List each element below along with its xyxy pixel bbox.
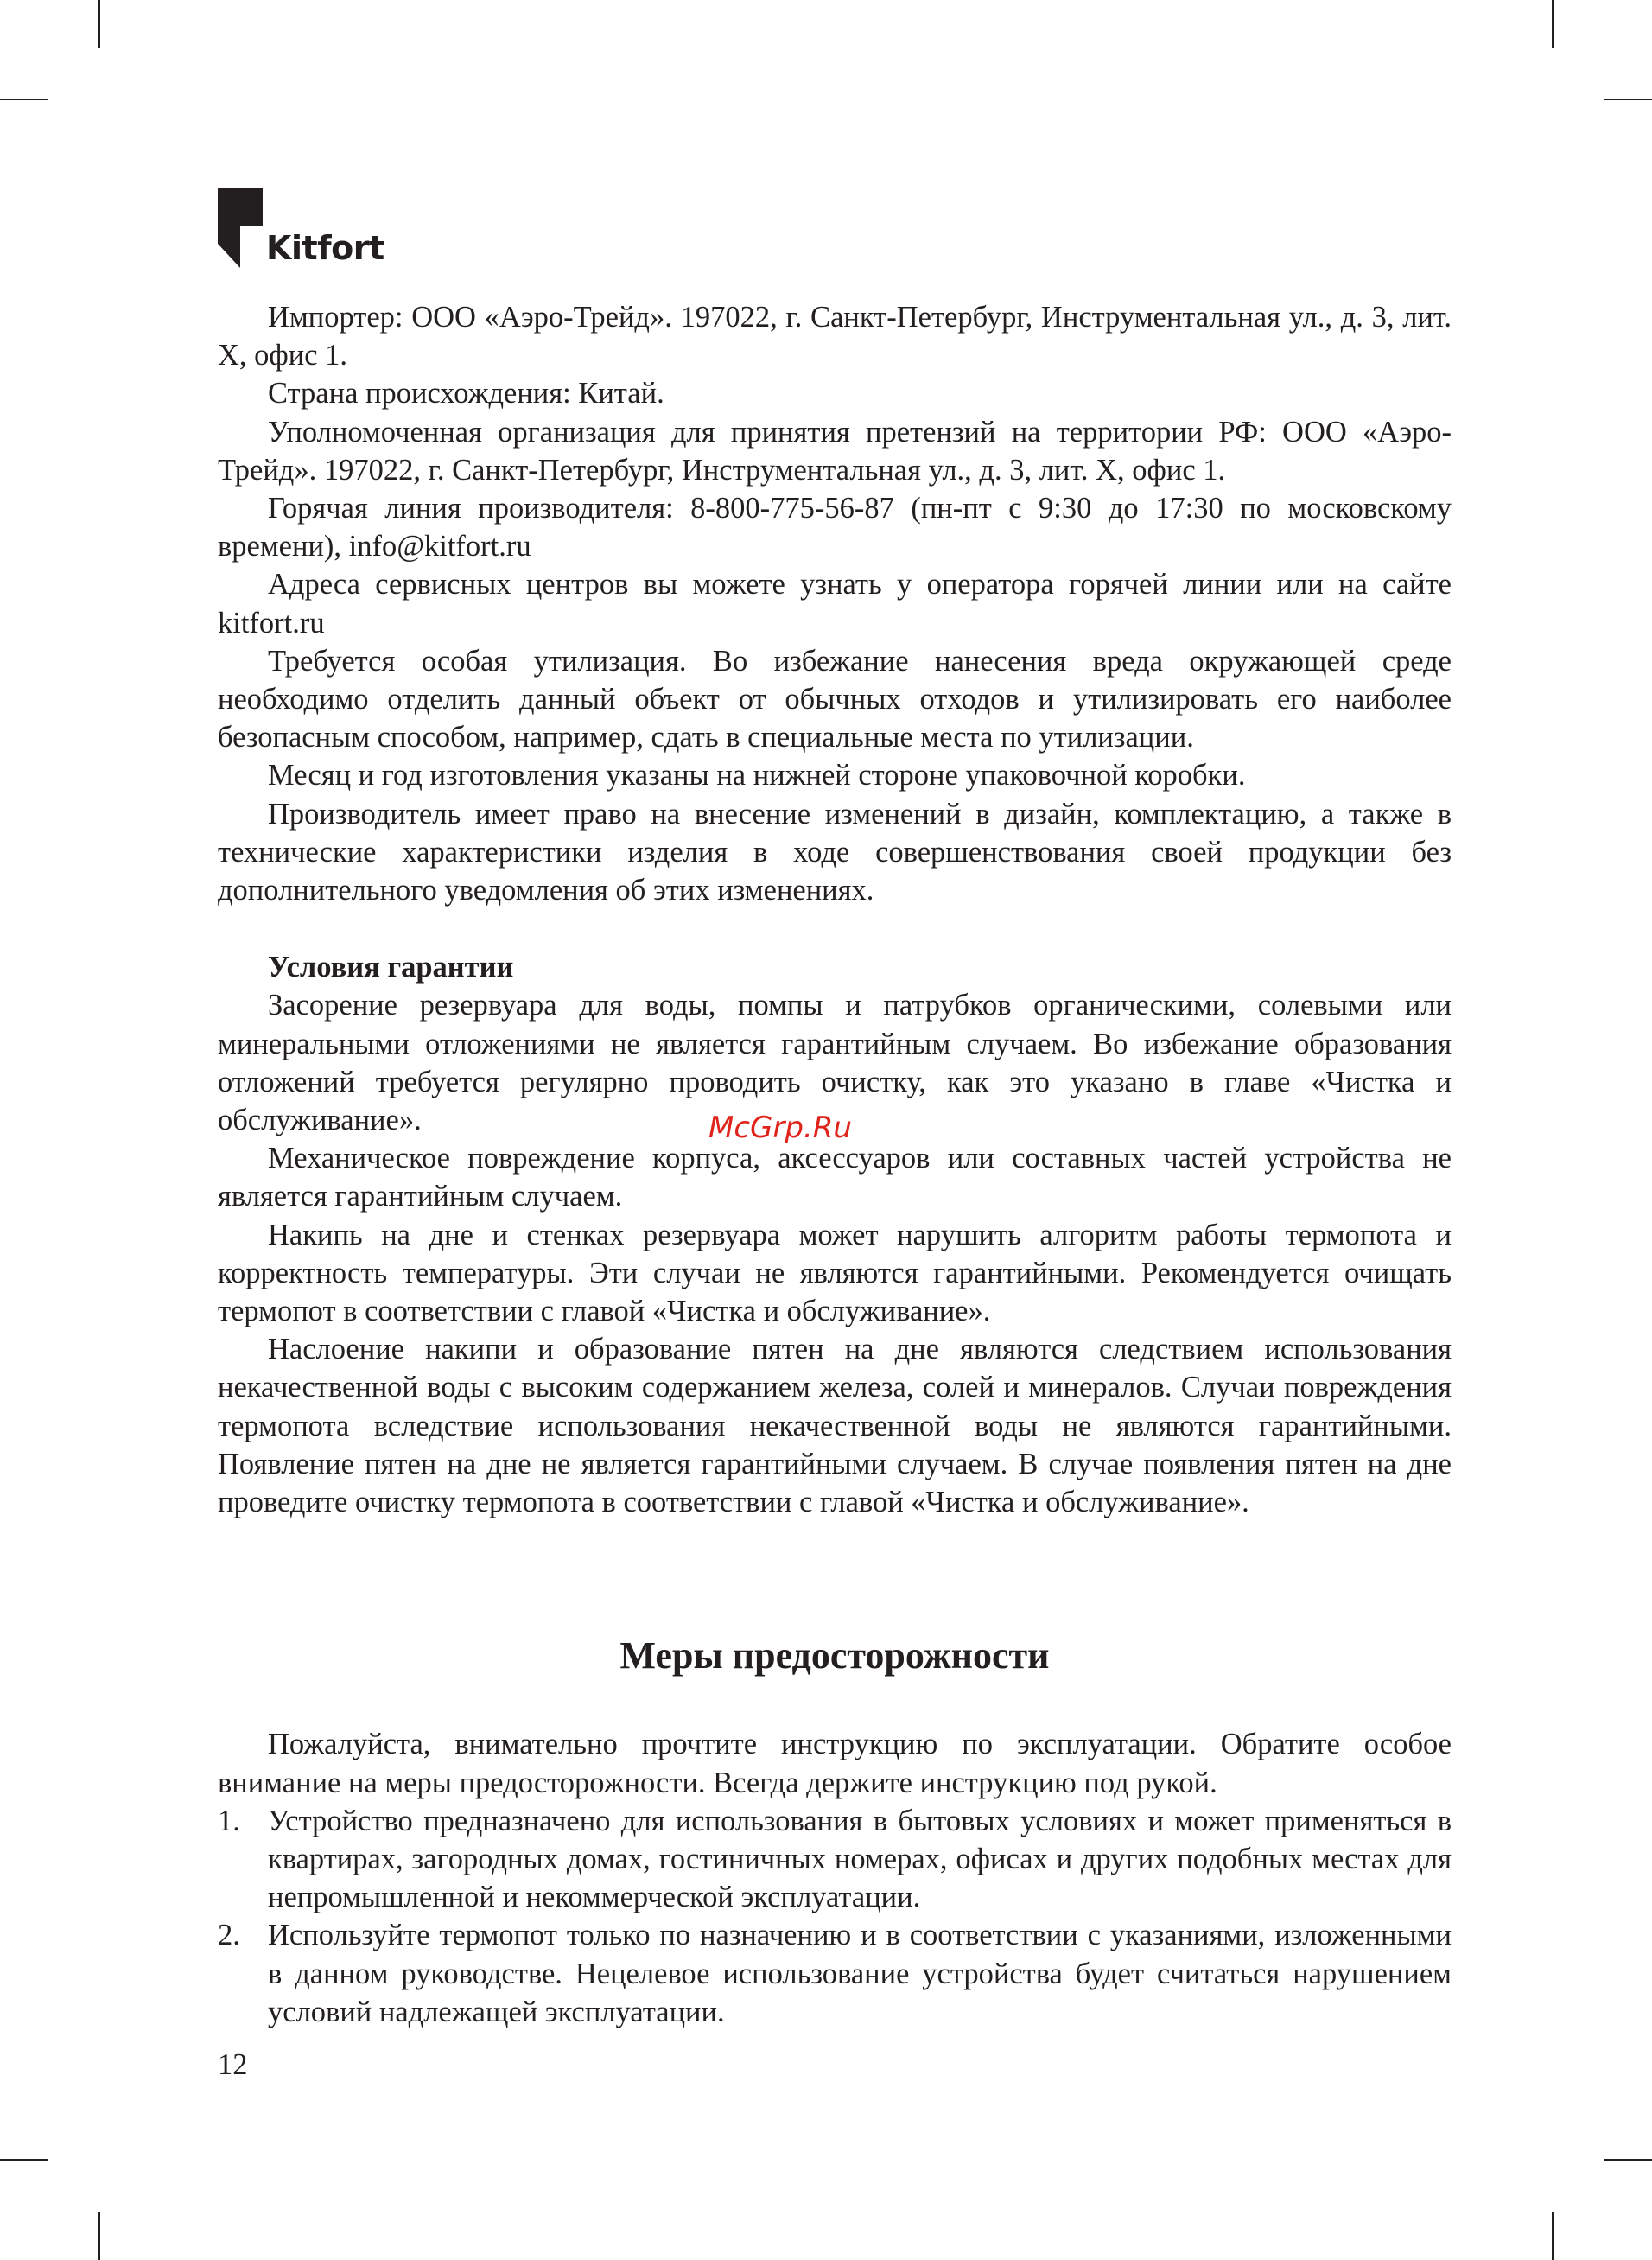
list-item-text: Используйте термопот только по назначению и в соответствии с указаниями, изложенными в данном руководстве. Нецелевое использование устройства будет считаться нарушением условий надлежащей эксплуатации. (268, 1919, 1452, 2028)
service-centers-paragraph: Адреса сервисных центров вы можете узнать у оператора горячей линии или на сайте kitfort.ru (218, 568, 1452, 640)
crop-mark (1604, 99, 1652, 100)
changes-paragraph: Производитель имеет право на внесение изменений в дизайн, комплектацию, а также в технические характеристики изделия в ходе совершенствования своей продукции без дополнительного уведомления об этих изменениях. (218, 797, 1452, 907)
origin-paragraph: Страна происхождения: Китай. (268, 377, 664, 411)
list-item (218, 1802, 1452, 1917)
manufacture-date-paragraph: Месяц и год изготовления указаны на нижней стороне упаковочной коробки. (268, 759, 1246, 793)
watermark: McGrp.Ru (708, 1111, 852, 1145)
kitfort-logo (218, 188, 391, 275)
warranty-paragraph: Засорение резервуара для воды, помпы и патрубков органическими, солевыми или минеральными отложениями не является гарантийным случаем. Во избежание образования отложений требуется регулярно проводить очистку, как это указано в главе «Чистка и обслуживание». (218, 989, 1452, 1137)
crop-mark (98, 0, 100, 48)
disposal-paragraph: Требуется особая утилизация. Во избежание нанесения вреда окружающей среде необходимо отделить данный объект от обычных отходов и утилизировать его наиболее безопасным способом, например, сдать в специальные места по утилизации. (218, 644, 1452, 754)
hotline-paragraph: Горячая линия производителя: 8-800-775-56-87 (пн-пт с 9:30 до 17:30 по московскому времени), info@kitfort.ru (218, 492, 1452, 563)
warranty-paragraph: Накипь на дне и стенках резервуара может нарушить алгоритм работы термопота и корректность температуры. Эти случаи не являются гарантийными. Рекомендуется очищать термопот в соответствии с главой «Чистка и обслуживание». (218, 1218, 1452, 1328)
warranty-paragraph: Механическое повреждение корпуса, аксессуаров или составных частей устройства не является гарантийным случаем. (218, 1142, 1452, 1213)
crop-mark (0, 2159, 48, 2161)
page-number: 12 (218, 2048, 248, 2081)
crop-mark (1604, 2159, 1652, 2161)
logo-text: Kitfort (266, 229, 384, 267)
warranty-paragraph: Наслоение накипи и образование пятен на дне являются следствием использования некачественной воды с высоким содержанием железа, солей и минералов. Случаи повреждения термопота вследствие использования некачественной воды не являются гарантийными. Появление пятен на дне не является гарантийными случаем. В случае появления пятен на дне проведите очистку термопота в соответствии с главой «Чистка и обслуживание». (218, 1333, 1452, 1519)
list-item-text: Устройство предназначено для использования в бытовых условиях и может применяться в квартирах, загородных домах, гостиничных номерах, офисах и других подобных местах для непромышленной и некоммерческой эксплуатации. (268, 1804, 1452, 1914)
precautions-list (218, 1802, 1452, 2031)
kitfort-logo-icon (218, 188, 263, 268)
claims-org-paragraph: Уполномоченная организация для принятия претензий на территории РФ: ООО «Аэро-Трейд». 197022, г. Санкт-Петербург, Инструментальная ул., д. 3, лит. Х, офис 1. (218, 415, 1452, 487)
section-title: Меры предосторожности (620, 1634, 1050, 1677)
precautions-intro: Пожалуйста, внимательно прочтите инструкцию по эксплуатации. Обратите особое внимание на меры предосторожности. Всегда держите инструкцию под рукой. (218, 1728, 1452, 1799)
document-body (218, 298, 1452, 2031)
list-item (218, 1916, 1452, 2031)
crop-mark (1552, 2212, 1554, 2260)
crop-mark (98, 2212, 100, 2260)
crop-mark (1552, 0, 1554, 48)
crop-mark (0, 99, 48, 100)
list-item-number: 1. (218, 1804, 240, 1837)
warranty-heading: Условия гарантии (268, 951, 514, 984)
importer-paragraph: Импортер: ООО «Аэро-Трейд». 197022, г. Санкт-Петербург, Инструментальная ул., д. 3, лит. Х, офис 1. (218, 301, 1452, 372)
list-item-number: 2. (218, 1919, 240, 1952)
